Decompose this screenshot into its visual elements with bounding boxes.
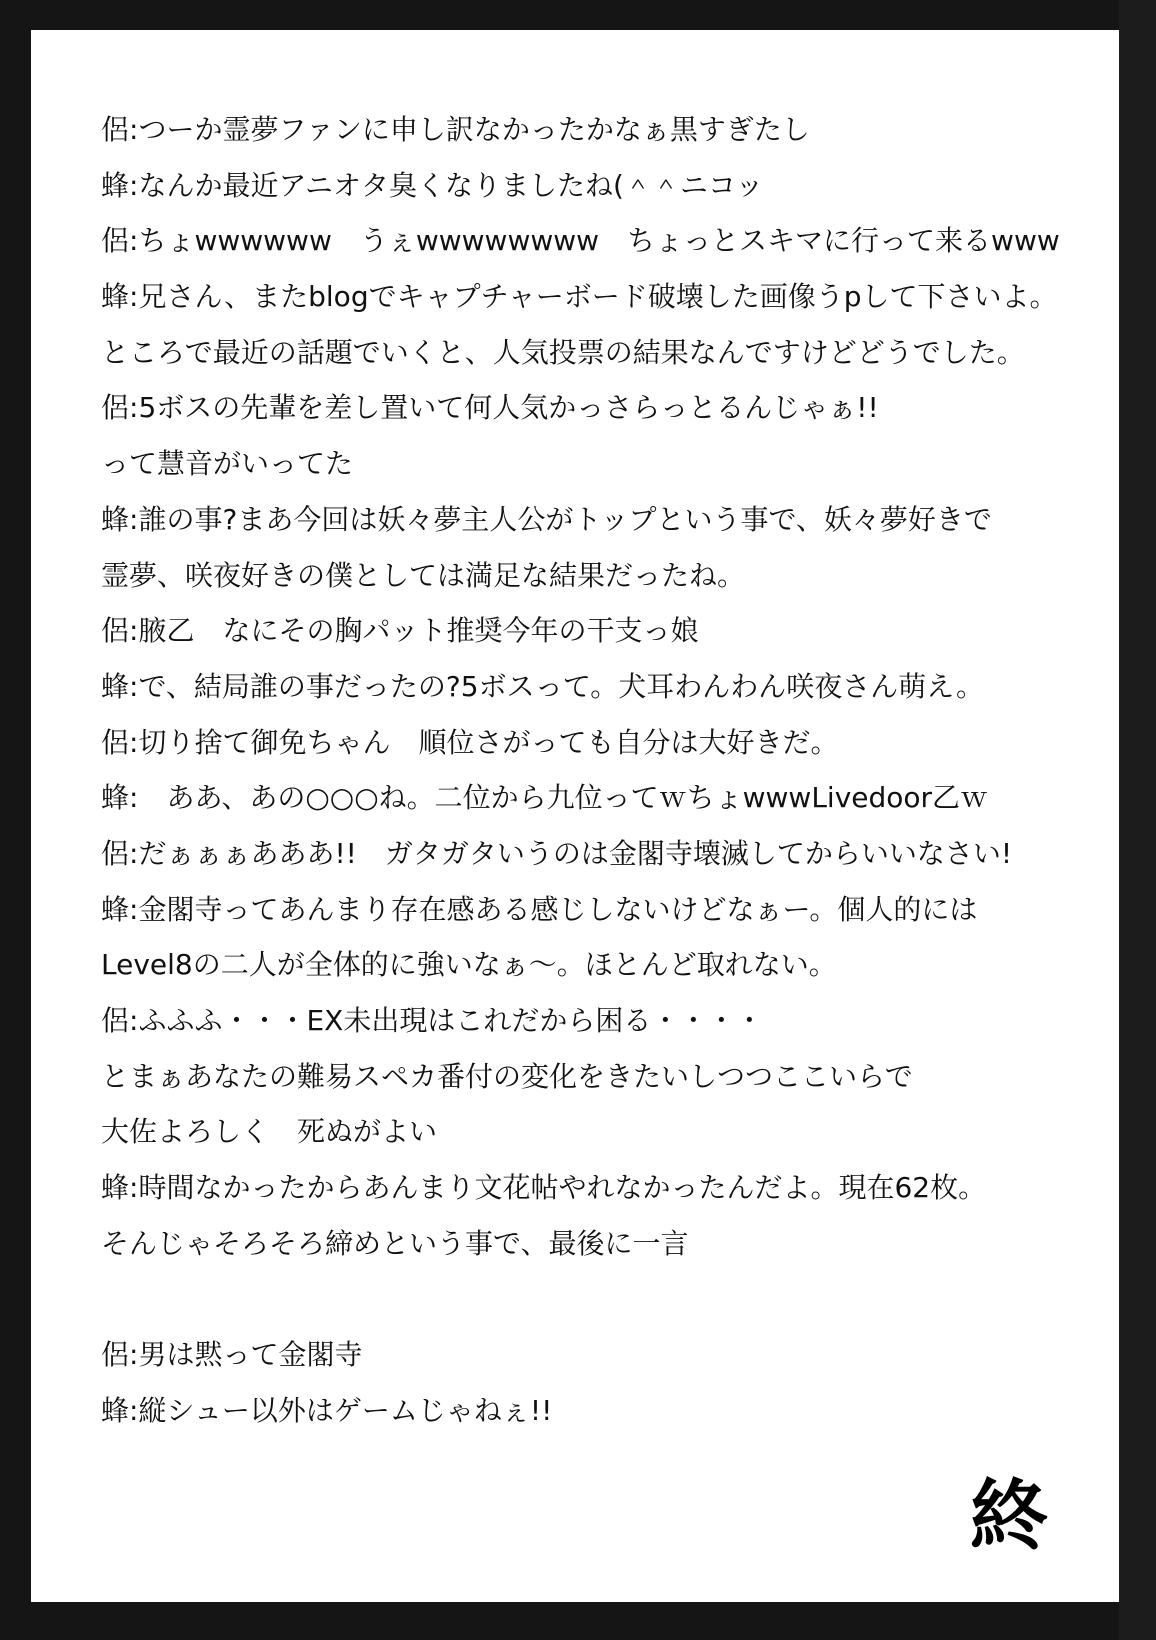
line-text: 男は黙って金閣寺 bbox=[138, 1338, 363, 1372]
dialogue-line bbox=[101, 492, 1101, 548]
speaker-separator: : bbox=[129, 1338, 139, 1372]
speaker-separator: : bbox=[129, 168, 139, 202]
speaker-name: 蜂 bbox=[101, 168, 130, 202]
line-text: 金閣寺ってあんまり存在感ある感じしないけどなぁー。個人的には bbox=[138, 892, 978, 926]
speaker-name: 侶 bbox=[101, 614, 130, 648]
dialogue-line bbox=[101, 436, 1101, 492]
dialogue-line bbox=[101, 1271, 1101, 1327]
line-text: 誰の事?まあ今回は妖々夢主人公がトップという事で、妖々夢好きで bbox=[138, 502, 992, 536]
speaker-separator: : bbox=[129, 280, 139, 314]
dialogue-line bbox=[101, 659, 1101, 715]
speaker-separator: : bbox=[129, 1393, 139, 1427]
dialogue-line bbox=[101, 158, 1101, 214]
line-text: 5ボスの先輩を差し置いて何人気かっさらっとるんじゃぁ!! bbox=[138, 391, 879, 425]
speaker-separator: : bbox=[129, 113, 139, 146]
speaker-separator: : bbox=[129, 614, 139, 648]
speaker-name: 侶 bbox=[101, 1338, 130, 1372]
dialogue-line bbox=[101, 993, 1101, 1049]
speaker-separator: : bbox=[129, 1004, 139, 1037]
dialogue-line bbox=[101, 1216, 1101, 1272]
dialogue-line bbox=[101, 937, 1101, 993]
line-text: 時間なかったからあんまり文花帖やれなかったんだよ。現在62枚。 bbox=[138, 1171, 987, 1205]
speaker-name: 侶 bbox=[101, 391, 130, 425]
line-text: で、結局誰の事だったの?5ボスって。犬耳わんわん咲夜さん萌え。 bbox=[138, 669, 984, 703]
speaker-separator: : bbox=[129, 725, 139, 759]
dialogue-line bbox=[101, 715, 1101, 771]
dialogue-line bbox=[101, 325, 1101, 381]
dialogue-line bbox=[101, 213, 1101, 269]
line-text: 切り捨て御免ちゃん 順位さがっても自分は大好きだ。 bbox=[138, 725, 839, 759]
speaker-separator: : bbox=[129, 224, 139, 258]
dialogue-line bbox=[101, 102, 1101, 158]
speaker-separator: : bbox=[129, 502, 139, 536]
line-text: ああ、あの○○○ね。二位から九位ってｗちょwwwLivedoor乙ｗ bbox=[138, 781, 989, 815]
speaker-name: 侶 bbox=[101, 113, 130, 146]
speaker-name: 蜂 bbox=[101, 892, 130, 926]
line-text: ふふふ・・・EX未出現はこれだから困る・・・・ bbox=[138, 1004, 764, 1037]
speaker-name: 蜂 bbox=[101, 781, 130, 815]
dialogue-line bbox=[101, 882, 1101, 938]
dialogue-line bbox=[101, 548, 1101, 604]
line-text: ちょwwwwww うぇwwwwwwww ちょっとスキマに行って来るwww bbox=[138, 224, 1060, 258]
speaker-separator: : bbox=[129, 892, 139, 926]
dialogue-line bbox=[101, 380, 1101, 436]
speaker-name: 蜂 bbox=[101, 1393, 130, 1427]
dialogue-line bbox=[101, 770, 1101, 826]
speaker-name: 蜂 bbox=[101, 280, 130, 314]
line-text: そんじゃそろそろ締めという事で、最後に一言 bbox=[101, 1226, 689, 1260]
dialogue-line bbox=[101, 603, 1101, 659]
speaker-name: 侶 bbox=[101, 1004, 130, 1037]
line-text: 腋乙 なにその胸パット推奨今年の干支っ娘 bbox=[138, 614, 699, 648]
line-text: って慧音がいってた bbox=[101, 447, 354, 481]
end-stamp-icon: 終 bbox=[969, 1472, 1048, 1562]
dialogue-line bbox=[101, 826, 1101, 882]
line-text: つーか霊夢ファンに申し訳なかったかなぁ黒すぎたし bbox=[138, 113, 810, 146]
line-text: ところで最近の話題でいくと、人気投票の結果なんですけどどうでした。 bbox=[101, 335, 1025, 369]
speaker-name: 侶 bbox=[101, 725, 130, 759]
line-text: だぁぁぁあああ!! ガタガタいうのは金閣寺壊滅してからいいなさい! bbox=[138, 836, 1013, 870]
line-text: 大佐よろしく 死ぬがよい bbox=[101, 1115, 438, 1149]
dialogue-line bbox=[101, 1104, 1101, 1160]
dialogue-list bbox=[101, 102, 1101, 1439]
speaker-name: 侶 bbox=[101, 224, 130, 258]
speaker-name: 蜂 bbox=[101, 669, 130, 703]
speaker-name: 蜂 bbox=[101, 1171, 130, 1205]
document-page bbox=[31, 30, 1119, 1602]
dialogue-line bbox=[101, 1327, 1101, 1383]
dialogue-line bbox=[101, 1049, 1101, 1105]
line-text: Level8の二人が全体的に強いなぁ～。ほとんど取れない。 bbox=[101, 948, 837, 982]
dialogue-line bbox=[101, 1160, 1101, 1216]
speaker-separator: : bbox=[129, 391, 139, 425]
dialogue-line bbox=[101, 1383, 1101, 1439]
scan-edge bbox=[1119, 0, 1156, 1640]
line-text: 霊夢、咲夜好きの僕としては満足な結果だったね。 bbox=[101, 558, 746, 592]
speaker-separator: : bbox=[129, 1171, 139, 1205]
dialogue-line bbox=[101, 269, 1101, 325]
speaker-separator: : bbox=[129, 781, 139, 815]
line-text: 兄さん、またblogでキャプチャーボード破壊した画像うpして下さいよ。 bbox=[138, 280, 1058, 314]
speaker-separator: : bbox=[129, 836, 139, 870]
speaker-name: 蜂 bbox=[101, 502, 130, 536]
line-text: 縦シュー以外はゲームじゃねぇ!! bbox=[138, 1393, 553, 1427]
speaker-name: 侶 bbox=[101, 836, 130, 870]
line-text: とまぁあなたの難易スペカ番付の変化をきたいしつつここいらで bbox=[101, 1059, 913, 1093]
speaker-separator: : bbox=[129, 669, 139, 703]
line-text: なんか最近アニオタ臭くなりましたね(＾＾ニコッ bbox=[138, 168, 764, 202]
